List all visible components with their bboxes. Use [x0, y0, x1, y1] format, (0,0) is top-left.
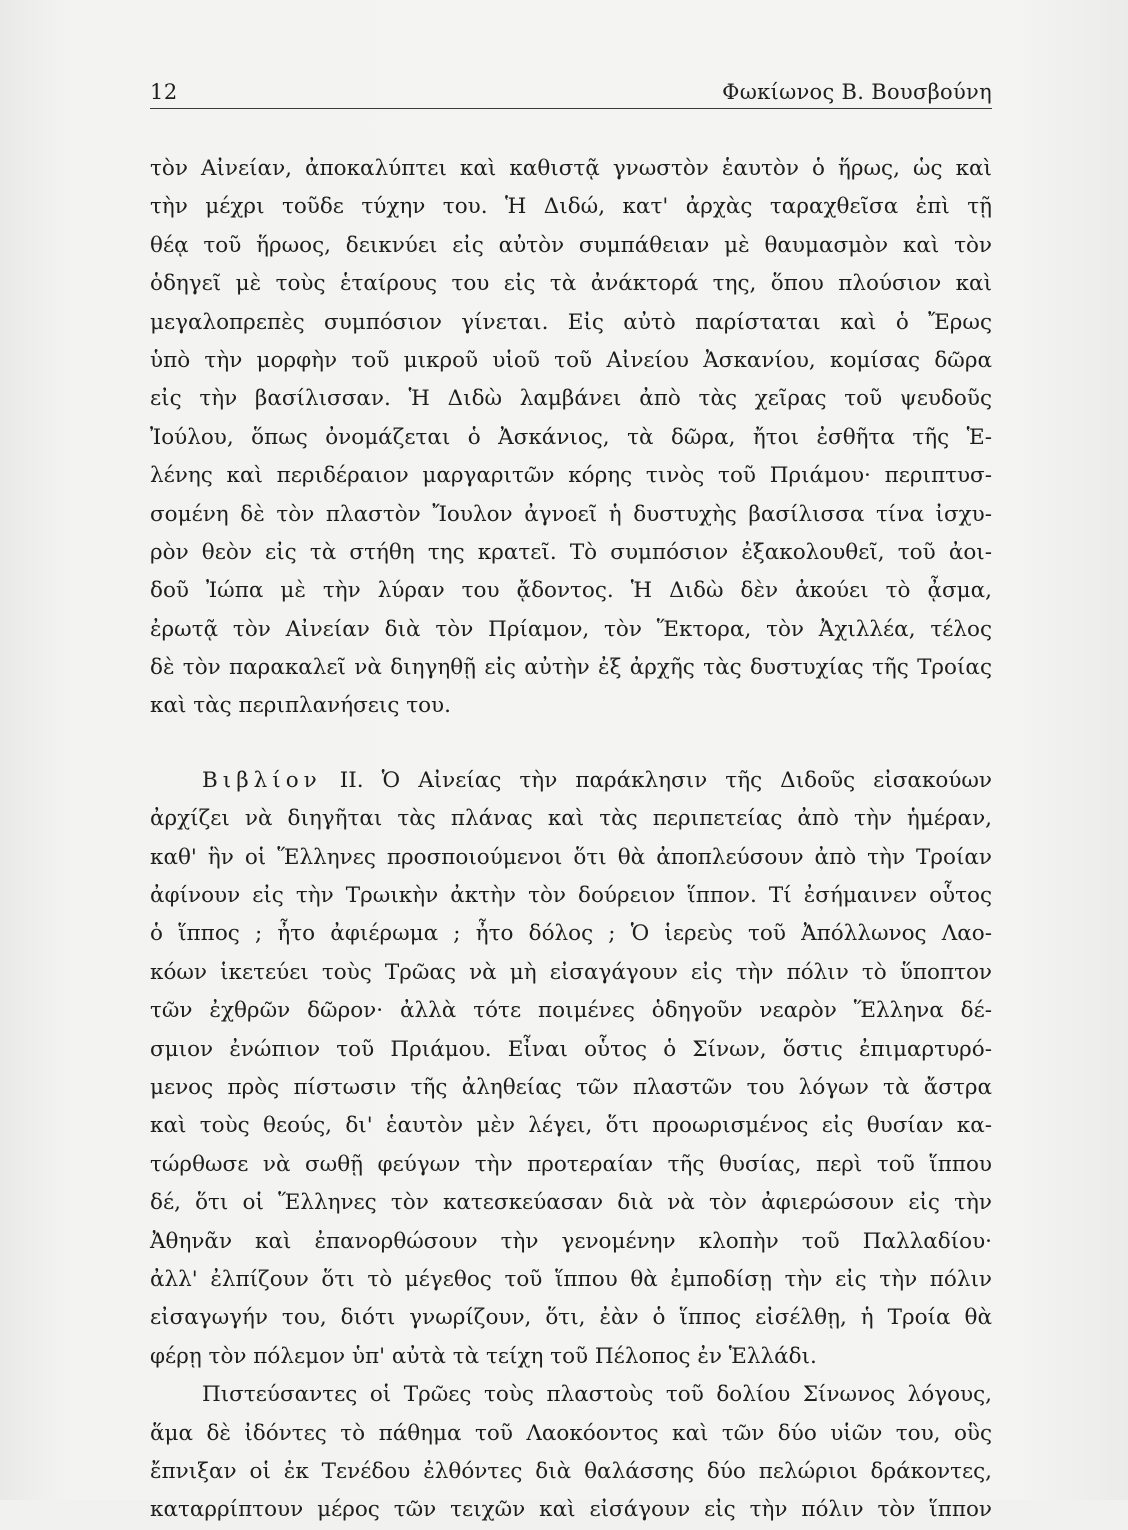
text-line: δοῦ Ἰώπα μὲ τὴν λύραν του ᾄδοντος. Ἡ Διδὼ δὲν ἀκούει τὸ ᾆσμα,: [150, 578, 992, 604]
text-line: μεγαλοπρεπὲς συμπόσιον γίνεται. Εἰς αὐτὸ παρίσταται καὶ ὁ Ἔρως: [150, 309, 992, 335]
text-line: ὑπὸ τὴν μορφὴν τοῦ μικροῦ υἱοῦ τοῦ Αἰνείου Ἀσκανίου, κομίσας δῶρα: [150, 347, 992, 373]
text-line: καθ' ἣν οἱ Ἕλληνες προσποιούμενοι ὅτι θὰ ἀποπλεύσουν ἀπὸ τὴν Τροίαν: [150, 844, 992, 870]
running-header: [150, 78, 992, 109]
text-line: τὴν μέχρι τοῦδε τύχην του. Ἡ Διδώ, κατ' ἀρχὰς ταραχθεῖσα ἐπὶ τῇ: [150, 194, 992, 220]
text-line: σμιον ἐνώπιον τοῦ Πριάμου. Εἶναι οὗτος ὁ Σίνων, ὅστις ἐπιμαρτυρό-: [150, 1036, 992, 1062]
paragraph-2: [150, 762, 992, 1376]
text-line: καταρρίπτουν μέρος τῶν τειχῶν καὶ εἰσάγουν εἰς τὴν πόλιν τὸν ἵππον: [150, 1497, 992, 1523]
paragraph-1: [150, 150, 992, 726]
text-line: μενος πρὸς πίστωσιν τῆς ἀληθείας τῶν πλαστῶν του λόγων τὰ ἄστρα: [150, 1074, 992, 1100]
text-line: εἰς τὴν βασίλισσαν. Ἡ Διδὼ λαμβάνει ἀπὸ τὰς χεῖρας τοῦ ψευδοῦς: [150, 386, 992, 412]
text-line: ἐρωτᾷ τὸν Αἰνείαν διὰ τὸν Πρίαμον, τὸν Ἕκτορα, τὸν Ἀχιλλέα, τέλος: [150, 616, 992, 642]
text-line: ὁ ἵππος ; ἦτο ἀφιέρωμα ; ἦτο δόλος ; Ὁ ἱερεὺς τοῦ Ἀπόλλωνος Λαο-: [150, 921, 992, 947]
running-title: Φωκίωνος Β. Βουσβούνη: [722, 80, 992, 104]
text-line: θέᾳ τοῦ ἥρωος, δεικνύει εἰς αὐτὸν συμπάθειαν μὲ θαυμασμὸν καὶ τὸν: [150, 232, 992, 258]
paragraph-gap: [150, 726, 992, 762]
text-line: καὶ τοὺς θεούς, δι' ἑαυτὸν μὲν λέγει, ὅτι προωρισμένος εἰς θυσίαν κα-: [150, 1113, 992, 1139]
text-line: ἀλλ' ἐλπίζουν ὅτι τὸ μέγεθος τοῦ ἵππου θὰ ἐμποδίσῃ τὴν εἰς τὴν πόλιν: [150, 1266, 992, 1292]
paragraph-3: [150, 1376, 992, 1530]
text-line: ἅμα δὲ ἰδόντες τὸ πάθημα τοῦ Λαοκόοντος καὶ τῶν δύο υἱῶν του, οὓς: [150, 1420, 992, 1446]
text-line: ὁδηγεῖ μὲ τοὺς ἑταίρους του εἰς τὰ ἀνάκτορά της, ὅπου πλούσιον καὶ: [150, 271, 992, 297]
text-line: σομένη δὲ τὸν πλαστὸν Ἴουλον ἀγνοεῖ ἡ δυστυχὴς βασίλισσα τίνα ἰσχυ-: [150, 501, 992, 527]
text-line: τὸν Αἰνείαν, ἀποκαλύπτει καὶ καθιστᾷ γνωστὸν ἑαυτὸν ὁ ἥρως, ὡς καὶ: [150, 156, 992, 181]
text-line: εἰσαγωγήν του, διότι γνωρίζουν, ὅτι, ἐὰν ὁ ἵππος εἰσέλθῃ, ἡ Τροία θὰ: [150, 1305, 992, 1331]
text-line: ρὸν θεὸν εἰς τὰ στήθη της κρατεῖ. Τὸ συμπόσιον ἐξακολουθεῖ, τοῦ ἀοι-: [150, 539, 992, 565]
book-heading-line: [150, 762, 992, 800]
text-line: κόων ἱκετεύει τοὺς Τρῶας νὰ μὴ εἰσαγάγουν εἰς τὴν πόλιν τὸ ὕποπτον: [150, 959, 992, 985]
text-line: ἔπνιξαν οἱ ἐκ Τενέδου ἐλθόντες διὰ θαλάσσης δύο πελώριοι δράκοντες,: [150, 1458, 992, 1484]
text-line: τώρθωσε νὰ σωθῇ φεύγων τὴν προτεραίαν τῆς θυσίας, περὶ τοῦ ἵππου: [150, 1151, 992, 1177]
text-line: δὲ τὸν παρακαλεῖ νὰ διηγηθῇ εἰς αὐτὴν ἐξ ἀρχῆς τὰς δυστυχίας τῆς Τροίας: [150, 655, 992, 681]
text-line: Ἀθηνᾶν καὶ ἐπανορθώσουν τὴν γενομένην κλοπὴν τοῦ Παλλαδίου·: [150, 1228, 992, 1254]
book-label: Βιβλίον: [202, 767, 322, 793]
text-line: Ἰούλου, ὅπως ὀνομάζεται ὁ Ἀσκάνιος, τὰ δῶρα, ἤτοι ἐσθῆτα τῆς Ἑ-: [150, 424, 992, 450]
text-line: δέ, ὅτι οἱ Ἕλληνες τὸν κατεσκεύασαν διὰ νὰ τὸν ἀφιερώσουν εἰς τὴν: [150, 1190, 992, 1216]
text-line: φέρῃ τὸν πόλεμον ὑπ' αὐτὰ τὰ τείχη τοῦ Πέλοπος ἐν Ἑλλάδι.: [150, 1343, 817, 1369]
book-heading-text: II. Ὁ Αἰνείας τὴν παράκλησιν τῆς Διδοῦς εἰσακούων: [339, 767, 992, 793]
text-line: τῶν ἐχθρῶν δῶρον· ἀλλὰ τότε ποιμένες ὁδηγοῦν νεαρὸν Ἕλληνα δέ-: [150, 998, 992, 1024]
text-line: λένης καὶ περιδέραιον μαργαριτῶν κόρης τινὸς τοῦ Πριάμου· περιπτυσ-: [150, 463, 992, 489]
page-number: 12: [150, 80, 178, 104]
text-line: ἀφίνουν εἰς τὴν Τρωικὴν ἀκτὴν τὸν δούρειον ἵππον. Τί ἐσήμαινεν οὗτος: [150, 883, 992, 909]
text-line: καὶ τὰς περιπλανήσεις του.: [150, 693, 451, 719]
text-line: Πιστεύσαντες οἱ Τρῶες τοὺς πλαστοὺς τοῦ δολίου Σίνωνος λόγους,: [202, 1382, 992, 1408]
body-text: [150, 150, 992, 1530]
text-line: ἀρχίζει νὰ διηγῆται τὰς πλάνας καὶ τὰς περιπετείας ἀπὸ τὴν ἡμέραν,: [150, 806, 992, 832]
